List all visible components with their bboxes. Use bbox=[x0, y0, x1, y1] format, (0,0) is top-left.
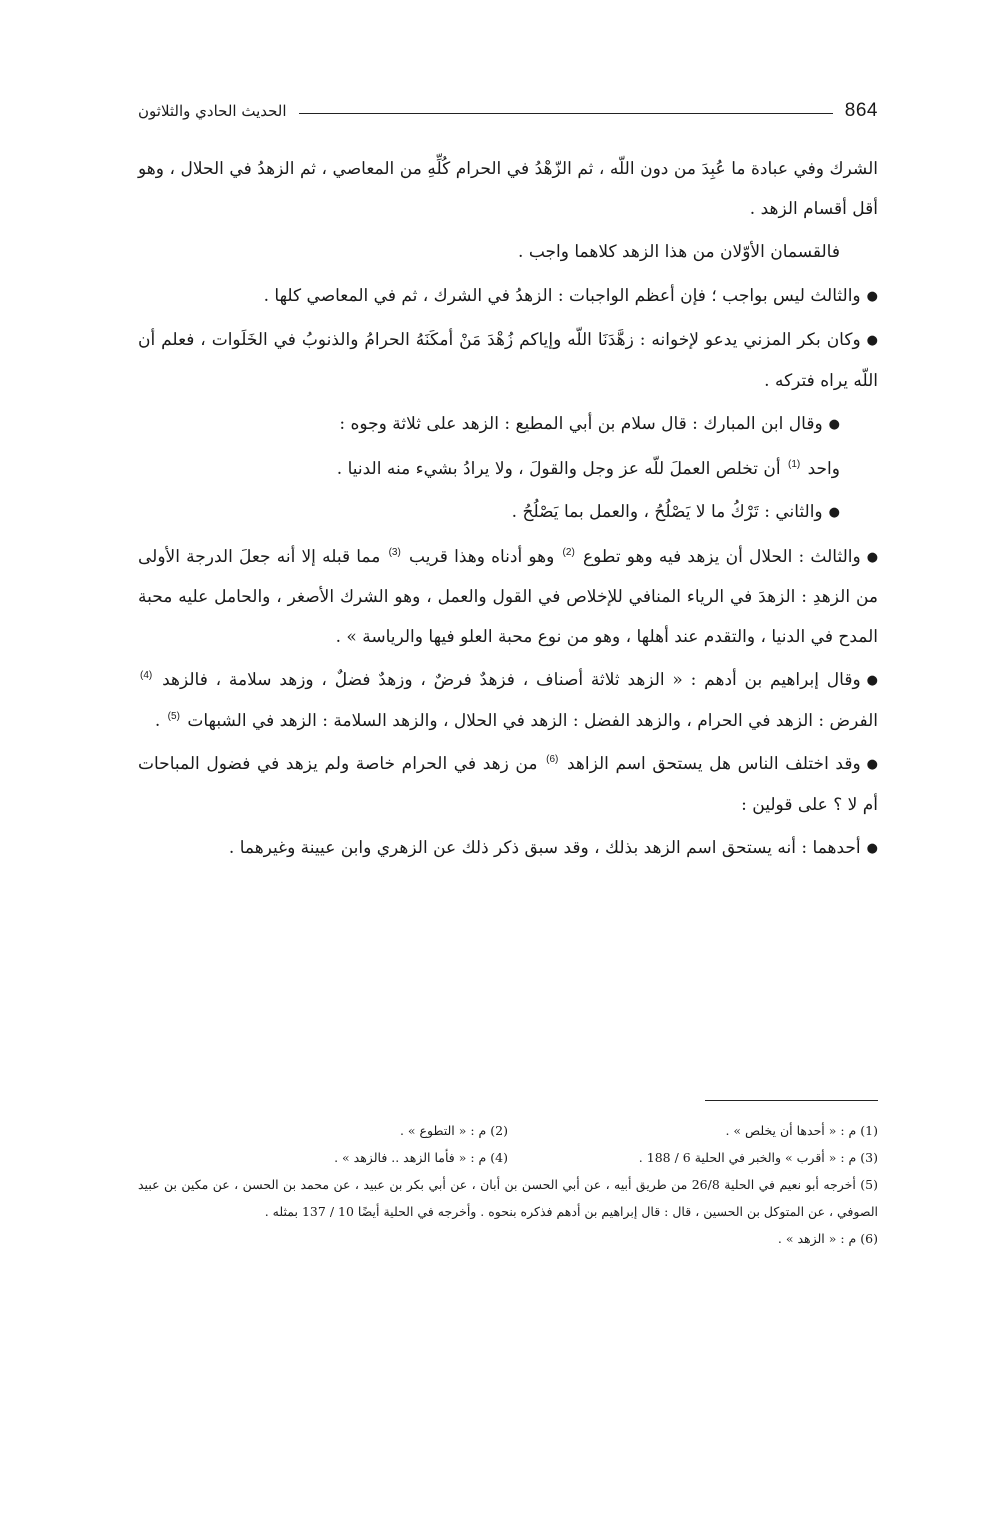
bullet-icon: ● bbox=[828, 505, 840, 520]
footnote-6: (6) م : « الزهد » . bbox=[777, 1231, 878, 1246]
paragraph-6-text-b: أن تخلص العملَ للّه عز وجل والقولَ ، ولا يرادُ بشيء منه الدنيا . bbox=[336, 458, 781, 479]
bullet-icon: ● bbox=[866, 757, 879, 772]
paragraph-9-text-b: الفرض : الزهد في الحرام ، والزهد الفضل : الزهد في الحلال ، والزهد السلامة : الزهد في الشبهات bbox=[187, 710, 878, 731]
paragraph-4-text: وكان بكر المزني يدعو لإخوانه : زهَّدَنَا اللّه وإياكم زُهْدَ مَنْ أمكَنَهُ الحرامُ والذنوبُ في الخَلَوات ، فعلم أن اللّه يراه فتركه . bbox=[138, 330, 878, 391]
running-header bbox=[138, 96, 878, 126]
footnote-row bbox=[138, 1144, 878, 1171]
paragraph-10 bbox=[138, 745, 878, 825]
paragraph-8-text-b: وهو أدناه وهذا قريب bbox=[409, 546, 555, 567]
footnote-2: (2) م : « التطوع » . bbox=[399, 1123, 508, 1138]
paragraph-9-text-a: وقال إبراهيم بن أدهم : « الزهد ثلاثة أصناف ، فزهدٌ فرضٌ ، وزهدٌ فضلٌ ، وزهد سلامة ، فالزهد bbox=[162, 670, 861, 690]
running-title: الحديث الحادي والثلاثون bbox=[138, 102, 287, 120]
paragraph-4 bbox=[138, 321, 878, 401]
paragraph-11 bbox=[138, 829, 878, 870]
footnote-5: (5) أخرجه أبو نعيم في الحلية 26/8 من طريق أبيه ، عن أبي الحسن بن أبان ، عن أبي بكر بن عبيد ، عن محمد بن الحسن ، عن مكين بن عبيد الصوفي ، عن المتوكل بن الحسين ، قال : قال إبراهيم بن أدهم فذكره بنحوه . وأخرجه في الحلية أيضًا 10 / 137 بمثله . bbox=[138, 1177, 879, 1219]
paragraph-9 bbox=[138, 661, 878, 741]
paragraph-5-text: وقال ابن المبارك : قال سلام بن أبي المطيع : الزهد على ثلاثة وجوه : bbox=[339, 414, 823, 434]
paragraph-6 bbox=[138, 450, 878, 490]
paragraph-10-text-b: من زهد في الحرام خاصة ولم يزهد في فضول المباحات أم لا ؟ على قولين : bbox=[138, 754, 878, 815]
footnote-ref-2[interactable]: (2) bbox=[562, 546, 575, 558]
paragraph-7-text: والثاني : تَرْكُ ما لا يَصْلُحُ ، والعمل بما يَصْلُحُ . bbox=[511, 502, 823, 522]
paragraph-7 bbox=[138, 493, 878, 534]
paragraph-6-text-a: واحد bbox=[807, 458, 840, 479]
bullet-icon: ● bbox=[828, 417, 840, 432]
footnote-ref-3[interactable]: (3) bbox=[388, 546, 401, 558]
footnote-row bbox=[138, 1117, 878, 1144]
paragraph-1: الشرك وفي عبادة ما عُبِدَ من دون اللّه ، ثم الزّهْدُ في الحرام كُلِّهِ من المعاصي ، ثم الزهدُ في الحلال ، وهو أقل أقسام الزهد . bbox=[138, 159, 878, 219]
bullet-icon: ● bbox=[866, 549, 879, 565]
footnote-ref-4[interactable]: (4) bbox=[140, 670, 153, 682]
paragraph-3-text: والثالث ليس بواجب ؛ فإن أعظم الواجبات : الزهدُ في الشرك ، ثم في المعاصي كلها . bbox=[263, 285, 861, 306]
bullet-icon: ● bbox=[866, 673, 879, 688]
paragraph-8 bbox=[138, 538, 878, 658]
footnote-3: (3) م : « أقرب » والخبر في الحلية 6 / 188 . bbox=[638, 1150, 878, 1165]
paragraph-8-text-a: والثالث : الحلال أن يزهد فيه وهو تطوع bbox=[582, 546, 861, 567]
page-number: 864 bbox=[844, 100, 878, 121]
paragraph-10-text-a: وقد اختلف الناس هل يستحق اسم الزاهد bbox=[566, 754, 861, 774]
paragraph-8-text-c: مما قبله إلا أنه جعلَ الدرجة الأولى من الزهدِ : الزهدَ في الرياء المنافي للإخلاص في القول والعمل ، وهو الشرك الأصغر ، والحامل عليه محبة المدح في الدنيا ، والتقدم عند أهلها ، وهو من نوع محبة العلو فيها والرياسة » . bbox=[138, 546, 878, 647]
paragraph-9-text-c: . bbox=[154, 710, 161, 731]
paragraph-3 bbox=[138, 277, 878, 318]
footnote-4: (4) م : « فأما الزهد .. فالزهد » . bbox=[334, 1150, 508, 1165]
header-rule bbox=[299, 113, 833, 114]
footnote-ref-5[interactable]: (5) bbox=[167, 710, 180, 722]
footnote-1: (1) م : « أحدها أن يخلص » . bbox=[725, 1123, 878, 1138]
paragraph-2: فالقسمان الأوّلان من هذا الزهد كلاهما واجب . bbox=[518, 242, 840, 262]
footnote-separator bbox=[705, 1100, 878, 1101]
footnotes bbox=[138, 1117, 878, 1252]
paragraph-11-text: أحدهما : أنه يستحق اسم الزهد بذلك ، وقد سبق ذكر ذلك عن الزهري وابن عيينة وغيرهما . bbox=[228, 838, 861, 858]
bullet-icon: ● bbox=[866, 333, 878, 348]
bullet-icon: ● bbox=[866, 288, 878, 304]
footnote-ref-6[interactable]: (6) bbox=[546, 754, 559, 766]
bullet-icon: ● bbox=[866, 841, 878, 856]
main-text bbox=[138, 150, 878, 874]
paragraph-5 bbox=[138, 405, 878, 446]
footnote-ref-1[interactable]: (1) bbox=[787, 458, 801, 470]
